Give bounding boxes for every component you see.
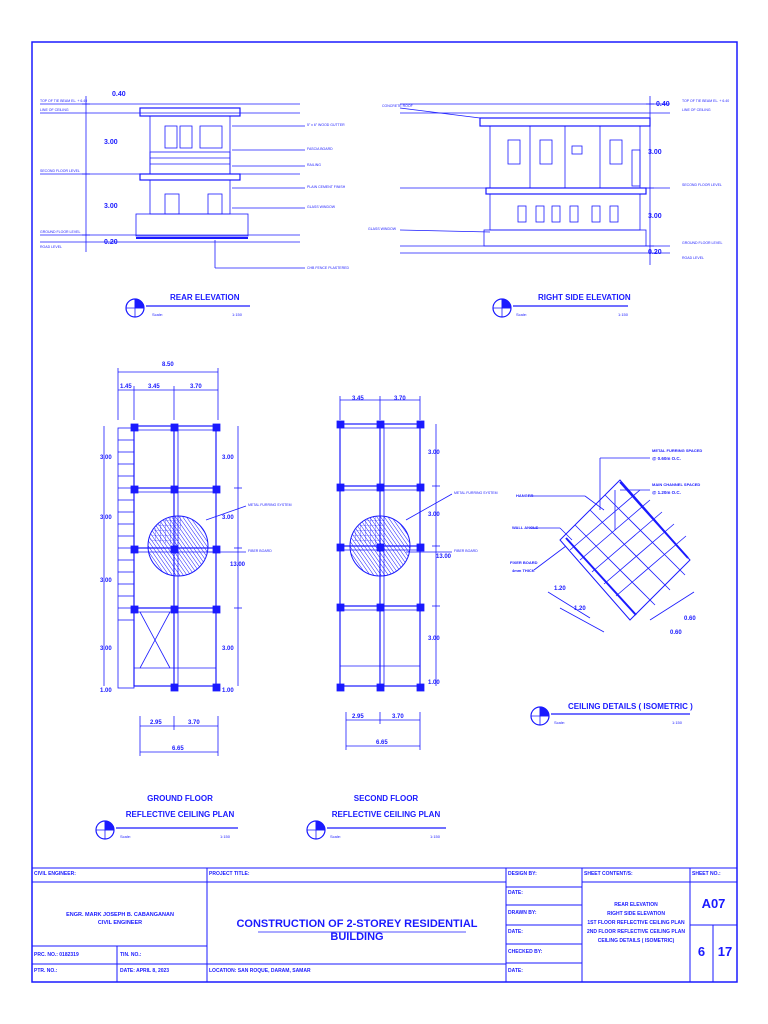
rear-level-ceiling: LINE OF CEILING	[40, 108, 69, 112]
second-floor-rcp	[307, 396, 452, 839]
right-level-second: SECOND FLOOR LEVEL	[682, 183, 722, 187]
tb-sheet-content-4: 2ND FLOOR REFLECTIVE CEILING PLAN	[586, 929, 686, 935]
ground-floor-rcp	[96, 368, 246, 839]
right-level-top: TOP OF TIE BEAM EL. + 6.40	[682, 99, 730, 103]
tb-sheet-content-1: REAR ELEVATION	[614, 902, 658, 908]
cd-dim-4: 0.60	[670, 630, 682, 636]
sf-dim-right-4: 1.00	[428, 680, 440, 686]
tb-location: LOCATION: SAN ROQUE, DARAM, SAMAR	[209, 968, 311, 974]
rear-level-ground: GROUND FLOOR LEVEL	[40, 230, 81, 234]
sf-dim-right-2: 3.00	[428, 512, 440, 518]
tb-project-title-label: PROJECT TITLE:	[209, 871, 250, 877]
tb-sheet-no-label: SHEET NO.:	[692, 871, 721, 877]
tb-project-title: CONSTRUCTION OF 2-STOREY RESIDENTIAL BUILDING	[236, 918, 478, 943]
rear-scale-label: Scale:	[152, 312, 164, 317]
gf-dim-left-2: 3.00	[100, 515, 112, 521]
right-level-ceiling: LINE OF CEILING	[682, 108, 711, 112]
gf-scale-label: Scale:	[120, 834, 132, 839]
sf-dim-bottom-total: 6.65	[376, 740, 388, 746]
gf-dim-right-2: 3.00	[222, 515, 234, 521]
cd-scale-value: 1:150	[672, 720, 683, 725]
rear-note-6: CHB FENCE PLASTERED	[307, 266, 350, 270]
right-side-elevation	[400, 96, 670, 317]
rear-elevation-title: REAR ELEVATION	[170, 293, 240, 302]
tb-date-2: DATE:	[508, 929, 523, 935]
gf-dim-total: 8.50	[162, 362, 174, 368]
sf-dim-bottom-2: 3.70	[392, 714, 404, 720]
rear-note-3: RAILING	[307, 163, 322, 167]
sheet-border	[32, 42, 737, 982]
tb-sheet-content-3: 1ST FLOOR REFLECTIVE CEILING PLAN	[587, 920, 685, 926]
tb-ptr-no: PTR. NO.:	[34, 968, 58, 974]
rear-level-second: SECOND FLOOR LEVEL	[40, 169, 80, 173]
sf-dim-right-1: 3.00	[428, 450, 440, 456]
cd-dim-3: 0.60	[684, 616, 696, 622]
rear-note-5: GLASS WINDOW	[307, 205, 336, 209]
rear-dim-top: 0.40	[112, 91, 126, 98]
gf-dim-left-4: 3.00	[100, 646, 112, 652]
rear-level-top: TOP OF TIE BEAM EL. + 6.40	[40, 99, 88, 103]
tb-civil-engineer-label: CIVIL ENGINEER:	[34, 871, 76, 877]
rear-scale-value: 1:150	[232, 312, 243, 317]
rear-note-4: PLAIN CEMENT FINISH	[307, 185, 346, 189]
gf-dim-left-5: 1.00	[100, 688, 112, 694]
rear-elevation	[40, 96, 305, 317]
tb-date: DATE: APRIL 8, 2023	[120, 968, 170, 974]
cd-label-main-channel-spacing: @ 1.20m O.C.	[652, 490, 681, 495]
cd-title: CEILING DETAILS ( ISOMETRIC )	[568, 702, 693, 711]
tb-engineer-title: CIVIL ENGINEER	[97, 920, 143, 926]
sf-dim-top-2: 3.70	[394, 396, 406, 402]
tb-sheet-total: 17	[717, 944, 733, 959]
rear-level-road: ROAD LEVEL	[40, 245, 62, 249]
sf-scale-value: 1:150	[430, 834, 441, 839]
right-level-road: ROAD LEVEL	[682, 256, 704, 260]
rear-dim-upper: 3.00	[104, 139, 118, 146]
cd-label-furring: METAL FURRING SPACED	[652, 448, 703, 453]
right-scale-label: Scale:	[516, 312, 528, 317]
right-dim-upper: 3.00	[648, 149, 662, 156]
rear-dim-base: 0.20	[104, 239, 118, 246]
cd-label-hanger: HANGER	[516, 493, 534, 498]
gf-scale-value: 1:150	[220, 834, 231, 839]
tb-date-1: DATE:	[508, 890, 523, 896]
cd-label-furring-spacing: @ 0.60m O.C.	[652, 456, 681, 461]
cd-label-wall-angle: WALL ANGLE	[512, 525, 539, 530]
gf-dim-bottom-1: 2.95	[150, 720, 162, 726]
gf-dim-top-3: 3.70	[190, 384, 202, 390]
cd-label-main-channel: MAIN CHANNEL SPACED	[652, 482, 701, 487]
tb-sheet-content-2: RIGHT SIDE ELEVATION	[607, 911, 665, 917]
gf-dim-bottom-2: 3.70	[188, 720, 200, 726]
sf-title-line1: SECOND FLOOR	[353, 794, 419, 803]
right-dim-top: 0.40	[656, 101, 670, 108]
cd-dim-2: 1.20	[574, 606, 586, 612]
right-elevation-title: RIGHT SIDE ELEVATION	[538, 293, 631, 302]
tb-drawn-by: DRAWN BY:	[508, 910, 537, 916]
gf-dim-left-3: 3.00	[100, 578, 112, 584]
tb-sheet-code: A07	[701, 896, 726, 911]
right-scale-value: 1:150	[618, 312, 629, 317]
gf-dim-right-1: 3.00	[222, 455, 234, 461]
gf-note-1: METAL FURRING SYSTEM	[248, 503, 292, 507]
gf-title-line1: GROUND FLOOR	[147, 794, 213, 803]
right-note-1: CONCRETE ROOF	[382, 104, 413, 108]
gf-dim-left-1: 3.00	[100, 455, 112, 461]
sf-note-1: METAL FURRING SYSTEM	[454, 491, 498, 495]
cd-scale-label: Scale:	[554, 720, 566, 725]
gf-title-line2: REFLECTIVE CEILING PLAN	[125, 810, 235, 819]
cd-label-fixer-board: FIXER BOARD	[510, 560, 538, 565]
sf-dim-right-3: 3.00	[428, 636, 440, 642]
tb-design-by: DESIGN BY:	[508, 871, 537, 877]
rear-dim-lower: 3.00	[104, 203, 118, 210]
cd-dim-1: 1.20	[554, 586, 566, 592]
gf-dim-top-1: 1.45	[120, 384, 132, 390]
cd-label-thickness: 4mm THICK	[512, 568, 535, 573]
sf-scale-label: Scale:	[330, 834, 342, 839]
sf-dim-bottom-1: 2.95	[352, 714, 364, 720]
gf-note-2: FIBER BOARD	[248, 549, 272, 553]
tb-tin-no: TIN. NO.:	[120, 952, 142, 958]
rear-note-2: FASCIA BOARD	[307, 147, 333, 151]
sf-title-line2: REFLECTIVE CEILING PLAN	[331, 810, 441, 819]
tb-engineer-name: ENGR. MARK JOSEPH B. CABANGANAN	[66, 912, 174, 918]
sf-note-2: FIBER BOARD	[454, 549, 478, 553]
tb-checked-by: CHECKED BY:	[508, 949, 543, 955]
right-level-ground: GROUND FLOOR LEVEL	[682, 241, 723, 245]
gf-dim-right-total: 13.00	[230, 562, 246, 568]
gf-dim-top-2: 3.45	[148, 384, 160, 390]
gf-dim-bottom-total: 6.65	[172, 746, 184, 752]
right-note-2: GLASS WINDOW	[368, 227, 397, 231]
tb-sheet-content-5: CEILING DETAILS ( ISOMETRIC)	[597, 938, 675, 944]
gf-dim-right-4: 1.00	[222, 688, 234, 694]
gf-dim-right-3: 3.00	[222, 646, 234, 652]
tb-date-3: DATE:	[508, 968, 523, 974]
right-dim-base: 0.20	[648, 249, 662, 256]
rear-note-1: 5" x 6" WOOD GUTTER	[307, 123, 345, 127]
sf-dim-right-total: 13.00	[436, 554, 452, 560]
tb-sheet-number: 6	[697, 944, 706, 959]
right-dim-lower: 3.00	[648, 213, 662, 220]
tb-sheet-contents-label: SHEET CONTENT/S:	[584, 871, 633, 877]
tb-prc-no: PRC. NO.: 0182319	[34, 952, 79, 958]
sf-dim-top-1: 3.45	[352, 396, 364, 402]
